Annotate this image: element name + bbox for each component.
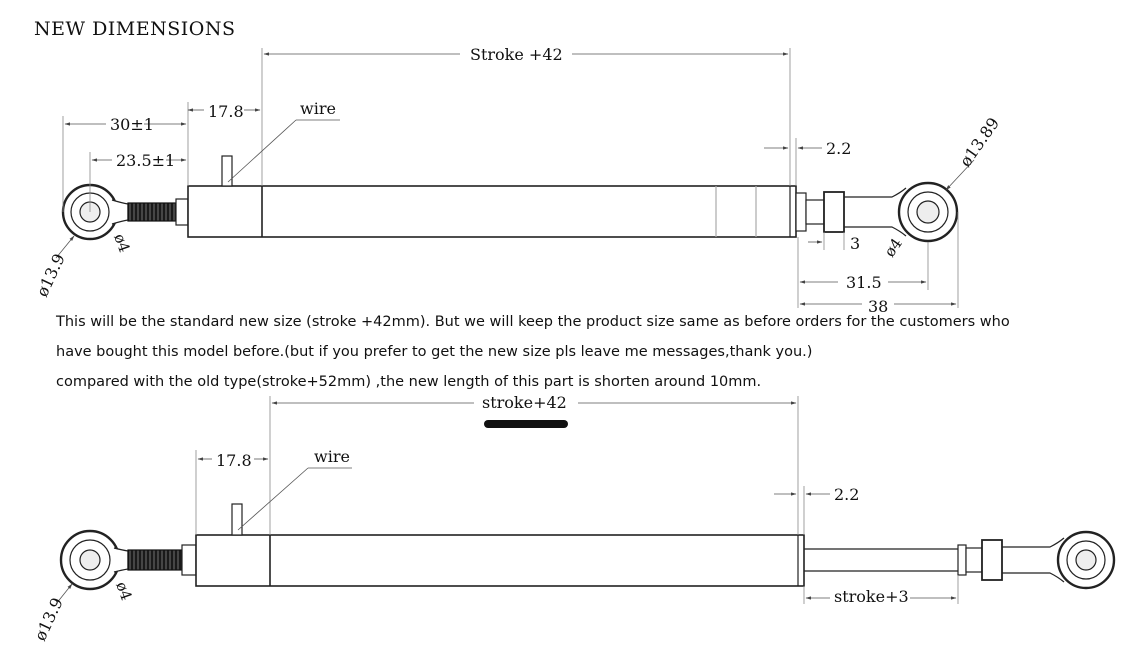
bottom-wire-label: wire [314,447,350,466]
bottom-right-rod-end [958,532,1114,588]
top-stroke-label: Stroke +42 [470,45,563,64]
bottom-dim-2-2: 2.2 [834,485,860,504]
top-dim-30: 30±1 [110,115,154,134]
bottom-dim-13-9: ø13.9 [30,594,67,644]
top-dim-17-8: 17.8 [208,102,244,121]
top-dim-4-left: ø4 [110,231,134,255]
top-dim-13-9: ø13.9 [32,250,69,300]
bottom-dim-stroke-3: stroke+3 [834,587,909,606]
top-dim-31-5: 31.5 [846,273,882,292]
top-dim-4-right: ø4 [880,234,906,261]
redaction-mark [484,420,568,428]
top-dim-3: 3 [850,234,861,253]
top-actuator-drawing [56,48,974,308]
bottom-dim-17-8: 17.8 [216,451,252,470]
note-line-2: have bought this model before.(but if you prefer to get the new size pls leave me messages,thank you.) [56,344,813,360]
top-wire-stub [222,156,232,186]
bottom-actuator-drawing [56,396,1114,604]
top-actuator-body [188,186,796,237]
note-line-3: compared with the old type(stroke+52mm) ,the new length of this part is shorten around 10mm. [56,374,762,390]
top-dim-38: 38 [868,297,889,316]
top-dim-13-89: ø13.89 [955,113,1004,171]
bottom-stroke-label: stroke+42 [482,393,567,412]
bottom-dim-4: ø4 [112,579,136,603]
top-dim-2-2: 2.2 [826,139,852,158]
page-title: NEW DIMENSIONS [34,18,236,40]
top-wire-label: wire [300,99,336,118]
top-dim-23-5: 23.5±1 [116,151,176,170]
bottom-wire-stub [232,504,242,535]
bottom-actuator-body [196,535,804,586]
top-right-rod-end [796,183,957,241]
note-line-1: This will be the standard new size (stroke +42mm). But we will keep the product size same as before orders for the customers who [56,314,1010,330]
